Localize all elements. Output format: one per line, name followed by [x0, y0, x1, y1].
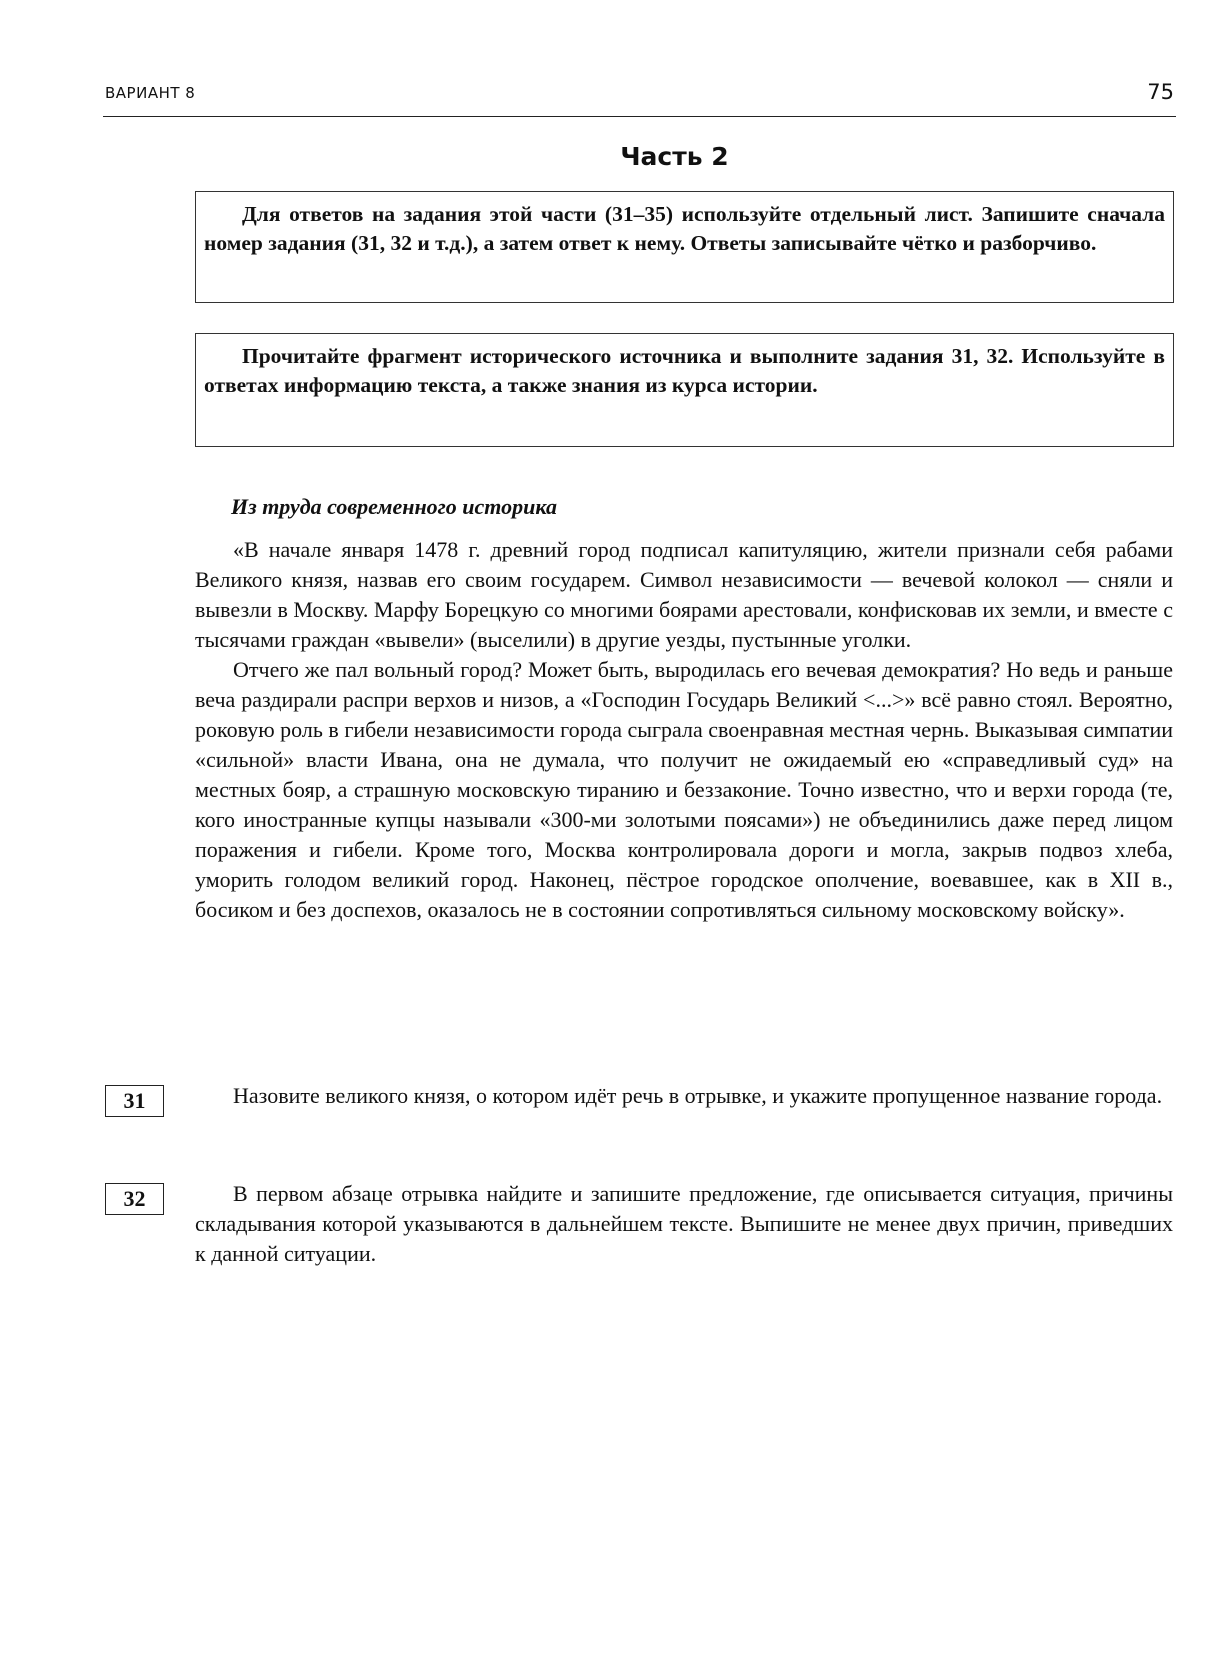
answer-instructions-box: Для ответов на задания этой части (31–35) используйте отдельный лист. Запишите сначала номер задания (31, 32 и т.д.), а затем ответ к нему. Ответы записывайте чётко и разборчиво. [195, 191, 1174, 303]
task-text: В первом абзаце отрывка найдите и запишите предложение, где описывается ситуация, причины складывания которой указываются в дальнейшем тексте. Выпишите не менее двух причин, приведших к данной ситуации. [195, 1181, 1173, 1266]
source-paragraph: Отчего же пал вольный город? Может быть, выродилась его вечевая демократия? Но ведь и раньше веча раздирали распри верхов и низов, а «Господин Государь Великий <...>» всё равно стоял. Вероятно, роковую роль в гибели независимости города сыграла своенравная местная чернь. Выказывая симпатии «сильной» власти Ивана, она не думала, что получит не ожидаемый ею «справедливый суд» на местных бояр, а страшную московскую тиранию и беззаконие. Точно известно, что и верхи города (те, кого иностранные купцы называли «300-ми золотыми поясами») не объединились даже перед лицом поражения и гибели. Кроме того, Москва контролировала дороги и могла, закрыв подвоз хлеба, уморить голодом великий город. Наконец, пёстрое городское ополчение, воевавшее, как в XII в., босиком и без доспехов, оказалось не в состоянии сопротивляться сильному московскому войску». [195, 657, 1173, 922]
read-source-instructions-box: Прочитайте фрагмент исторического источника и выполните задания 31, 32. Используйте в ответах информацию текста, а также знания из курса истории. [195, 333, 1174, 447]
source-paragraph: «В начале января 1478 г. древний город подписал капитуляцию, жители признали себя рабами Великого князя, назвав его своим государем. Символ независимости — вечевой колокол — сняли и вывезли в Москву. Марфу Борецкую со многими боярами арестовали, конфисковав их земли, и вместе с тысячами граждан «вывели» (выселили) в другие уезды, пустынные уголки. [195, 537, 1173, 652]
page-number: 75 [1147, 80, 1174, 104]
source-excerpt [195, 535, 1173, 925]
task-number-badge: 32 [105, 1183, 164, 1215]
task-number-badge: 31 [105, 1085, 164, 1117]
variant-label: ВАРИАНТ 8 [105, 84, 196, 102]
part-title: Часть 2 [620, 142, 729, 171]
header-divider [103, 116, 1176, 117]
task-text: Назовите великого князя, о котором идёт речь в отрывке, и укажите пропущенное название города. [233, 1083, 1163, 1108]
source-title: Из труда современного историка [231, 494, 557, 519]
